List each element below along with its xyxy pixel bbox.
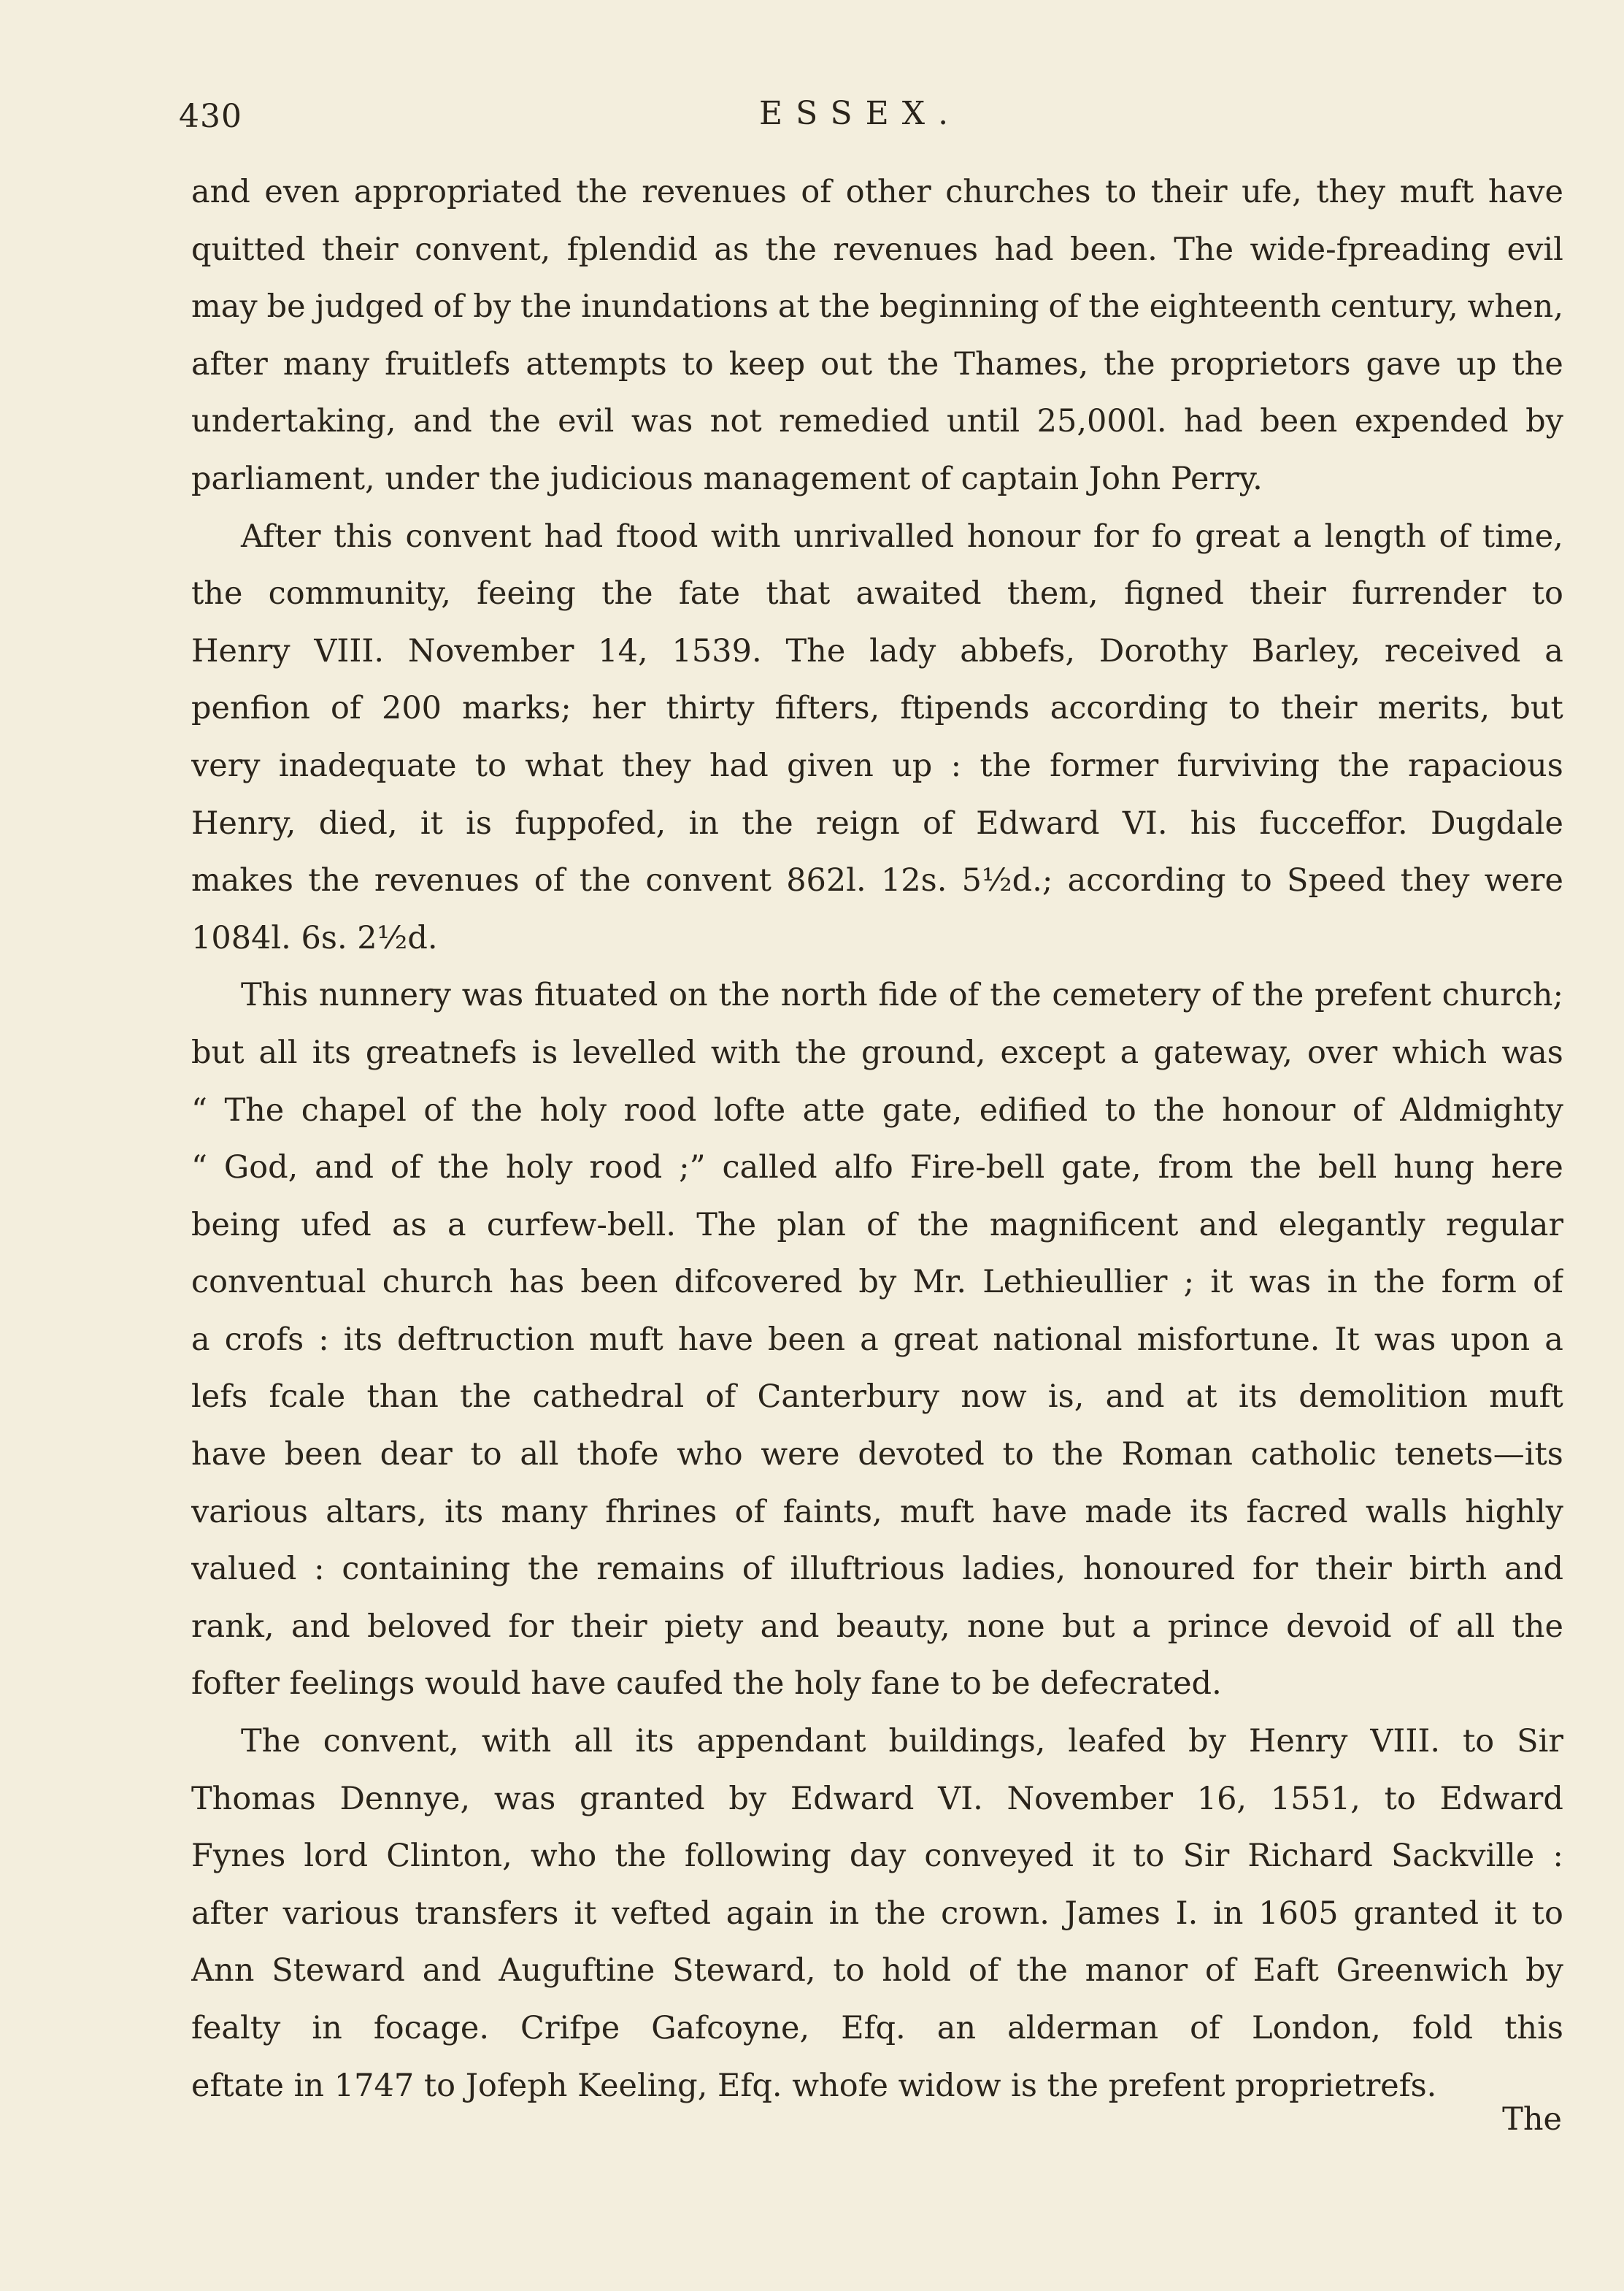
text-line: This nunnery was fituated on the north fide of the cemetery of the prefent church; (241, 977, 1563, 1014)
text-line: and even appropriated the revenues of other churches to their ufe, they muft have (191, 174, 1563, 210)
text-line: being ufed as a curfew-bell. The plan of the magnificent and elegantly regular (191, 1206, 1563, 1243)
text-line: undertaking, and the evil was not remedied until 25,000l. had been expended by (191, 403, 1563, 440)
text-line: Henry VIII. November 14, 1539. The lady abbefs, Dorothy Barley, received a (191, 632, 1563, 669)
text-line: lefs fcale than the cathedral of Canterbury now is, and at its demolition muft (191, 1378, 1563, 1416)
text-line: parliament, under the judicious management of captain John Perry. (191, 460, 1263, 497)
text-line: after many fruitlefs attempts to keep out the Thames, the proprietors gave up the (191, 345, 1563, 383)
body-text (191, 164, 1563, 2114)
text-line: After this convent had ftood with unrivalled honour for fo great a length of time, (241, 518, 1563, 555)
text-line: penfion of 200 marks; her thirty fifters, ftipends according to their merits, but (191, 690, 1563, 727)
text-line: the community, feeing the fate that awaited them, figned their furrender to (191, 575, 1563, 613)
text-line: eftate in 1747 to Jofeph Keeling, Efq. whofe widow is the prefent proprietrefs. (191, 2067, 1437, 2104)
page-number: 430 (179, 98, 242, 135)
text-line: Henry, died, it is fuppofed, in the reign of Edward VI. his fucceffor. Dugdale (191, 805, 1563, 842)
text-line: “ God, and of the holy rood ;” called alfo Fire-bell gate, from the bell hung here (191, 1149, 1563, 1186)
text-line: various altars, its many fhrines of faints, muft have made its facred walls highly (191, 1493, 1563, 1530)
text-line: have been dear to all thofe who were devoted to the Roman catholic tenets—its (191, 1436, 1563, 1473)
running-title: ESSEX. (759, 95, 962, 132)
text-line: Fynes lord Clinton, who the following day conveyed it to Sir Richard Sackville : (191, 1838, 1563, 1875)
text-line: valued : containing the remains of illuftrious ladies, honoured for their birth and (191, 1551, 1563, 1588)
text-line: after various transfers it vefted again in the crown. James I. in 1605 granted it to (191, 1895, 1563, 1932)
text-line: Ann Steward and Auguftine Steward, to hold of the manor of Eaft Greenwich by (191, 1952, 1563, 1989)
text-line: The convent, with all its appendant buildings, leafed by Henry VIII. to Sir (241, 1723, 1563, 1760)
text-line: conventual church has been difcovered by Mr. Lethieullier ; it was in the form of (191, 1264, 1563, 1301)
catchword: The (1502, 2101, 1562, 2138)
text-line: fofter feelings would have caufed the holy fane to be defecrated. (191, 1665, 1222, 1703)
text-line: very inadequate to what they had given up : the former furviving the rapacious (191, 747, 1563, 784)
text-line: 1084l. 6s. 2½d. (191, 919, 438, 956)
text-line: quitted their convent, fplendid as the revenues had been. The wide-fpreading evil (191, 231, 1563, 268)
text-line: makes the revenues of the convent 862l. 12s. 5½d.; according to Speed they were (191, 862, 1563, 899)
text-line: a crofs : its deftruction muft have been a great national misfortune. It was upon a (191, 1321, 1563, 1358)
text-line: but all its greatnefs is levelled with the ground, except a gateway, over which was (191, 1034, 1563, 1071)
text-line: rank, and beloved for their piety and beauty, none but a prince devoid of all the (191, 1608, 1563, 1645)
text-line: fealty in focage. Crifpe Gafcoyne, Efq. an alderman of London, fold this (191, 2010, 1563, 2046)
text-line: “ The chapel of the holy rood lofte atte gate, edified to the honour of Aldmighty (191, 1091, 1563, 1129)
text-line: may be judged of by the inundations at the beginning of the eighteenth century, when, (191, 288, 1563, 326)
text-line: Thomas Dennye, was granted by Edward VI. November 16, 1551, to Edward (191, 1780, 1563, 1817)
